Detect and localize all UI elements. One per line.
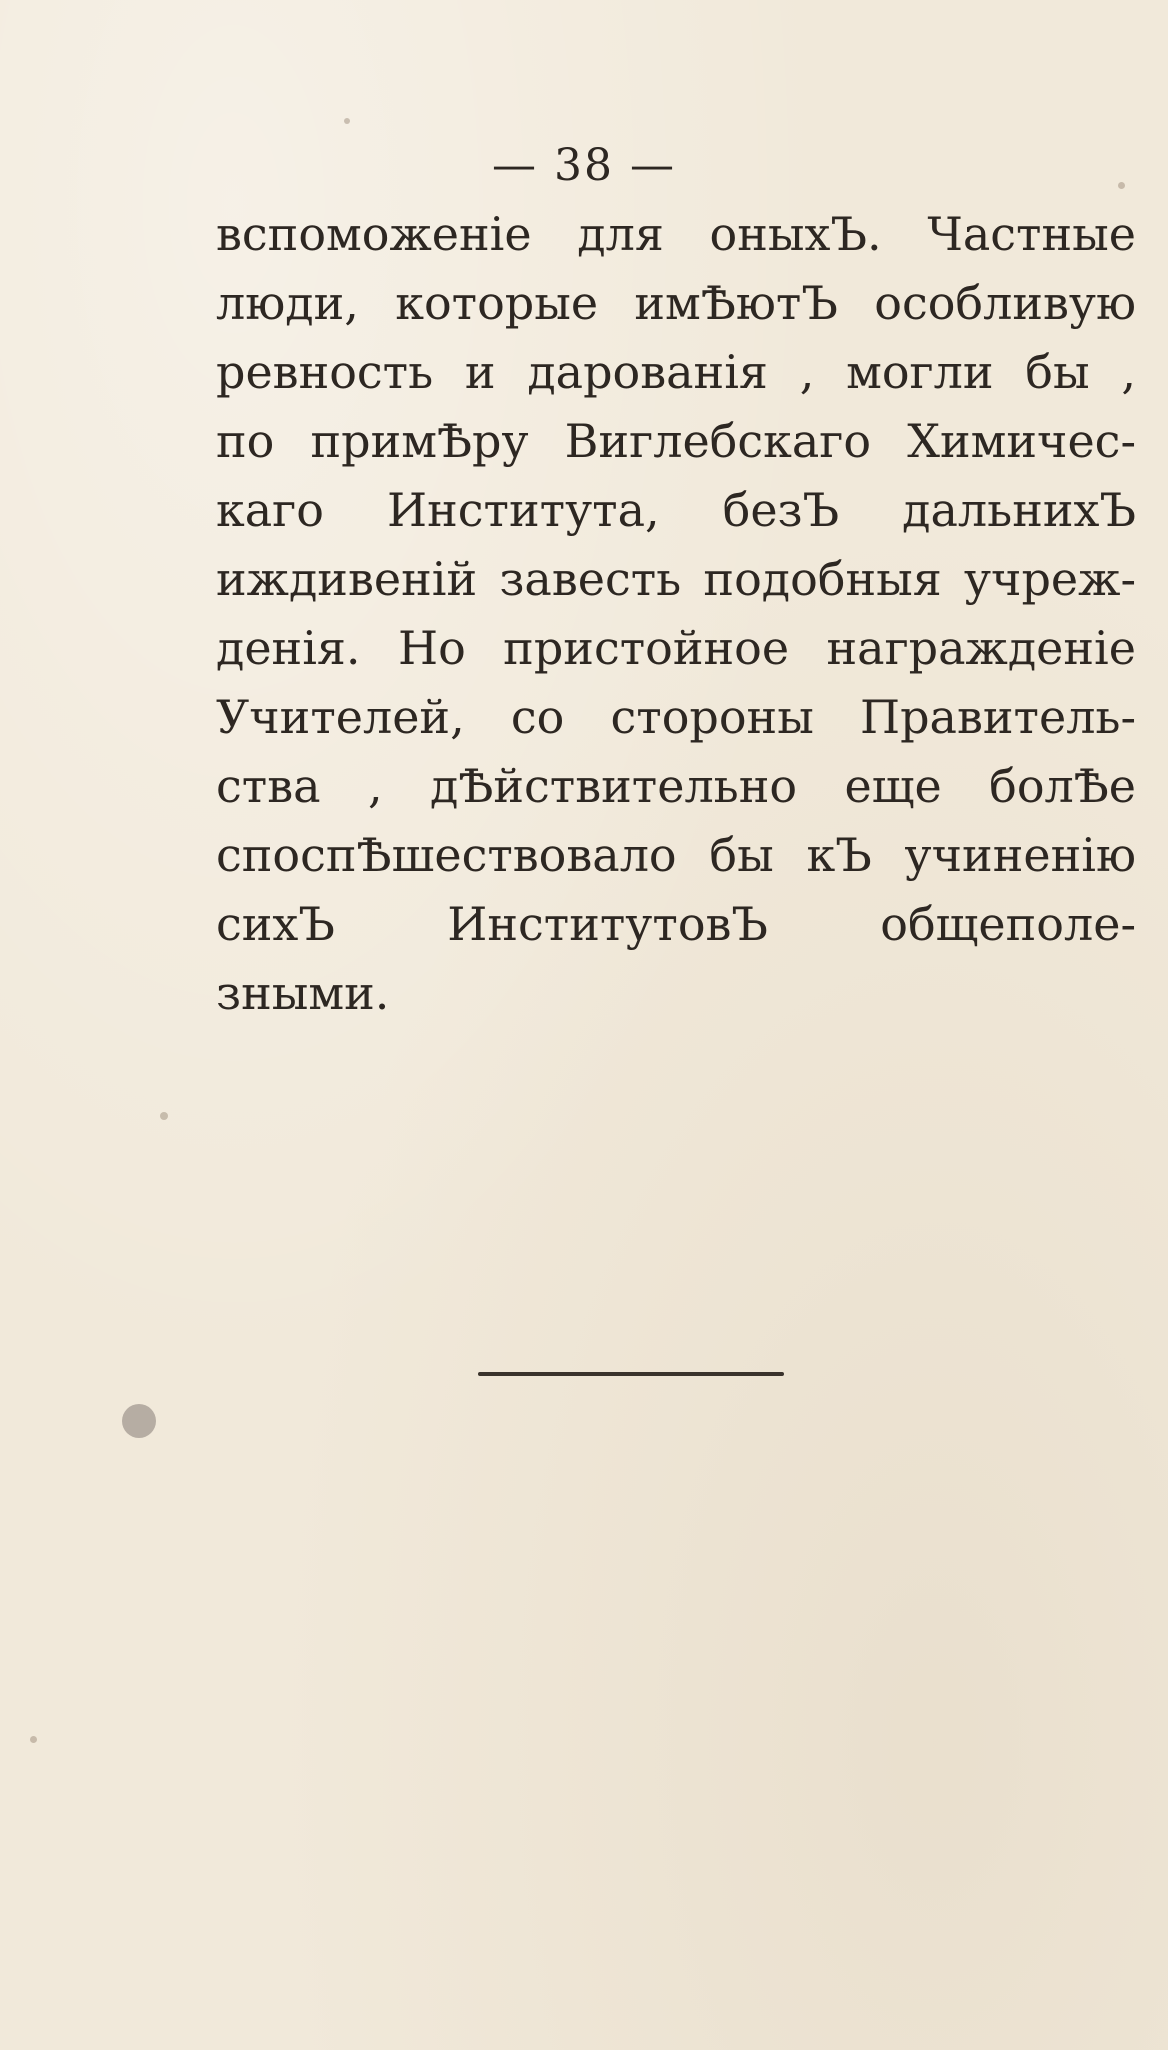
text-line-final: зными. (216, 966, 390, 1020)
text-line: ревность и дарованія , могли бы , (216, 345, 1136, 399)
paper-speck (160, 1112, 168, 1120)
text-line: денія. Но пристойное награжденіе (216, 621, 1136, 675)
text-line: вспоможеніе для оныхЪ. Частные (216, 207, 1136, 261)
paper-speck (122, 1404, 156, 1438)
text-line: по примѢру Виглебскаго Химичес- (216, 414, 1136, 468)
text-line: люди, которые имѢютЪ особливую (216, 276, 1136, 330)
paper-speck (1118, 182, 1125, 189)
text-line: сихЪ ИнститутовЪ общеполе- (216, 897, 1136, 951)
paper-speck (30, 1736, 37, 1743)
text-line: Учителей, со стороны Правитель- (216, 690, 1136, 744)
section-divider-rule (478, 1372, 784, 1376)
text-line: каго Института, безЪ дальнихЪ (216, 483, 1136, 537)
text-line: споспѢшествовало бы кЪ учиненію (216, 828, 1136, 882)
paper-speck (344, 118, 350, 124)
text-line: иждивеній завесть подобныя учреж- (216, 552, 1136, 606)
page-number: — 38 — (492, 140, 676, 191)
text-line: ства , дѢйствительно еще болѢе (216, 759, 1136, 813)
body-text (216, 200, 1136, 1028)
